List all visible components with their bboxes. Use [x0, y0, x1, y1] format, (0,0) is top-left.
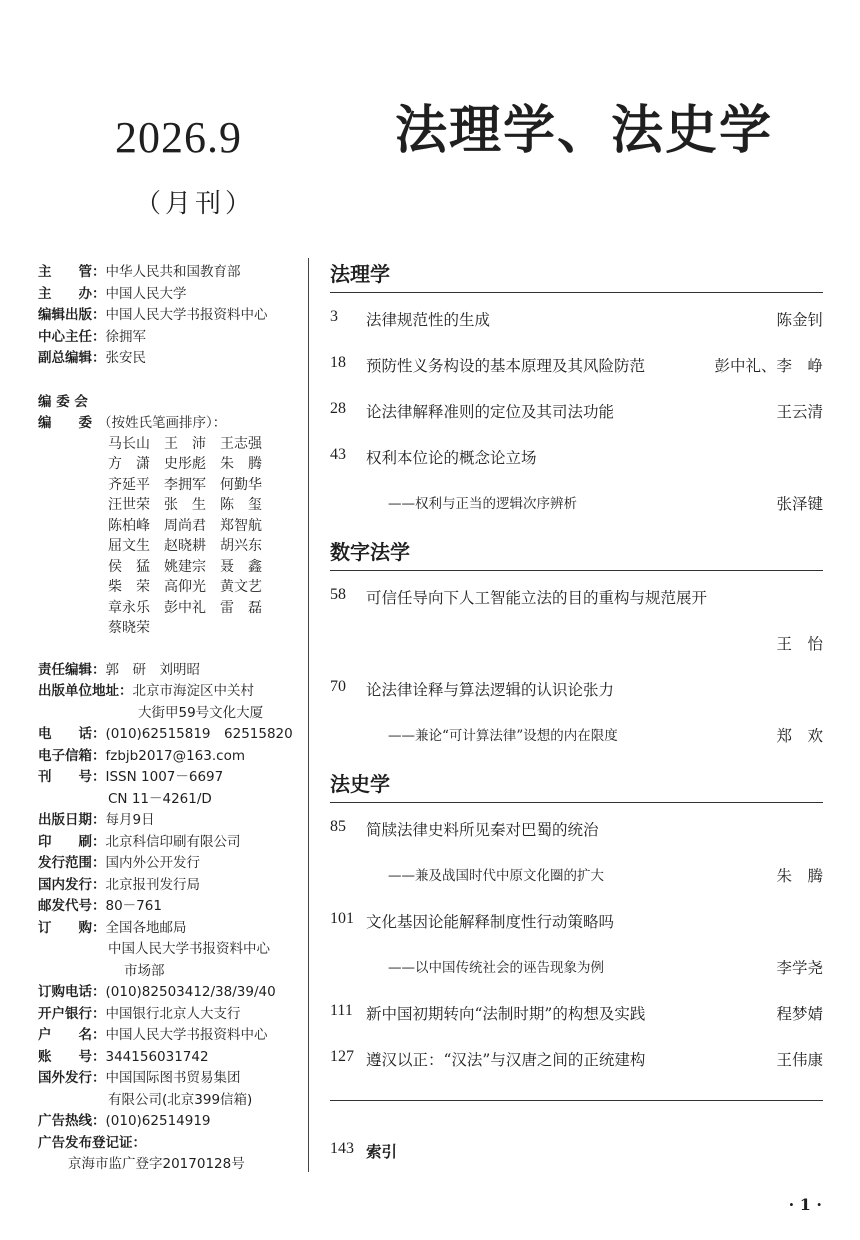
board-member: 聂 鑫 [220, 558, 262, 575]
index-page: 143 [330, 1140, 354, 1157]
masthead-row [38, 808, 155, 828]
masthead-value: 全国各地邮局 [105, 919, 187, 936]
masthead-value-cont: 有限公司(北京399信箱) [108, 1091, 253, 1108]
entry-page: 70 [330, 678, 346, 695]
board-label: 编 委 [38, 415, 92, 431]
board-member: 周尚君 [164, 517, 206, 534]
masthead-label: 出版日期： [38, 812, 106, 828]
masthead-label: 主 办： [38, 285, 106, 302]
entry-subtitle: ——权利与正当的逻辑次序辨析 [388, 496, 577, 512]
entry-title: 新中国初期转向“法制时期”的构想及实践 [366, 1005, 646, 1023]
board-member: 姚建宗 [164, 558, 206, 575]
masthead-label: 开户银行： [38, 1005, 106, 1022]
entry-page: 111 [330, 1002, 353, 1019]
masthead-value: 郭 研 刘明昭 [105, 661, 200, 678]
entry-author: 朱 腾 [776, 867, 823, 885]
board-member: 赵晓耕 [164, 538, 206, 554]
masthead-value: 中国人民大学书报资料中心 [105, 1027, 268, 1043]
toc-entry [330, 818, 823, 840]
section-rule [330, 570, 823, 571]
section-rule [330, 802, 823, 803]
board-member: 王志强 [220, 435, 262, 452]
toc-entry-subtitle-row [330, 492, 823, 514]
index-rule [330, 1100, 823, 1101]
page-number: · 1 · [788, 1195, 822, 1214]
masthead-row [38, 744, 245, 764]
masthead-label: 中心主任： [38, 328, 106, 345]
masthead-row [38, 873, 200, 893]
masthead-row [38, 765, 223, 785]
board-heading: 编 委 会 [38, 393, 88, 410]
masthead-value-cont: CN 11－4261/D [108, 790, 212, 807]
masthead-value: 80－761 [105, 898, 162, 914]
masthead-label: 主 管： [38, 264, 106, 280]
toc-entry [330, 1002, 823, 1024]
entry-page: 43 [330, 446, 346, 463]
masthead-value: 徐拥军 [105, 328, 146, 345]
masthead-row [38, 1023, 268, 1043]
entry-author: 李学尧 [776, 959, 823, 977]
board-member: 屈文生 [108, 538, 150, 554]
board-member: 黄文艺 [220, 579, 262, 595]
masthead-label: 广告发布登记证： [38, 1134, 146, 1151]
board-member: 张 生 [164, 497, 206, 513]
masthead-row [38, 980, 276, 1000]
board-member: 陈 玺 [220, 497, 262, 513]
toc-entry [330, 1048, 823, 1070]
masthead-value: (010)62514919 [105, 1113, 211, 1129]
entry-page: 85 [330, 818, 346, 835]
masthead-value-cont: 中国人民大学书报资料中心 [108, 941, 270, 957]
entry-title: 权利本位论的概念论立场 [366, 449, 537, 467]
journal-title: 法理学、法史学 [395, 100, 774, 161]
masthead-value-cont: 大街甲59号文化大厦 [138, 704, 264, 721]
entry-page: 101 [330, 910, 354, 927]
entry-author: 陈金钊 [776, 311, 823, 329]
section-title: 数字法学 [330, 540, 410, 564]
masthead-value: 每月9日 [105, 812, 155, 828]
masthead-label: 发行范围： [38, 855, 106, 871]
toc-entry [330, 446, 823, 468]
masthead-row [38, 679, 254, 699]
board-member: 史彤彪 [164, 456, 206, 472]
board-member: 柴 荣 [108, 579, 150, 595]
masthead-row [38, 1002, 241, 1022]
toc-entry [330, 400, 823, 422]
entry-title: 论法律诠释与算法逻辑的认识论张力 [366, 681, 615, 699]
board-member: 方 潇 [108, 456, 150, 472]
entry-title: 遵汉以正：“汉法”与汉唐之间的正统建构 [366, 1051, 646, 1069]
board-member: 陈柏峰 [108, 517, 150, 534]
masthead-label: 广告热线： [38, 1113, 106, 1129]
masthead-row [38, 346, 146, 366]
masthead-label: 刊 号： [38, 769, 106, 785]
masthead-value: fzbjb2017@163.com [105, 747, 245, 764]
entry-title: 法律规范性的生成 [366, 311, 491, 329]
masthead-row [38, 1109, 211, 1129]
masthead-value: (010)62515819 62515820 [105, 726, 293, 742]
masthead-value: 344156031742 [105, 1048, 209, 1065]
masthead-row [38, 1045, 209, 1065]
board-member: 何勤华 [220, 476, 262, 493]
masthead-value: 中华人民共和国教育部 [105, 264, 241, 280]
entry-title: 可信任导向下人工智能立法的目的重构与规范展开 [366, 589, 708, 607]
toc-entry [330, 308, 823, 330]
entry-author: 王伟康 [776, 1051, 823, 1069]
board-member: 王 沛 [164, 435, 206, 452]
masthead-value: 北京市海淀区中关村 [132, 683, 254, 699]
masthead-label: 邮发代号： [38, 898, 106, 914]
section-title: 法史学 [330, 772, 390, 796]
masthead-value: ISSN 1007－6697 [105, 769, 224, 785]
entry-title: 论法律解释准则的定位及其司法功能 [366, 403, 615, 421]
toc-entry [330, 354, 823, 376]
masthead-row [38, 1131, 146, 1151]
masthead-row [38, 916, 187, 936]
masthead-row [38, 658, 200, 678]
column-divider [308, 258, 309, 1172]
publication-frequency: （月刊） [135, 189, 256, 219]
board-note: （按姓氏笔画排序）： [98, 415, 227, 431]
masthead-label: 户 名： [38, 1027, 106, 1043]
toc-entry [330, 678, 823, 700]
masthead-label: 副总编辑： [38, 350, 106, 366]
entry-subtitle: ——兼及战国时代中原文化圈的扩大 [388, 868, 604, 884]
masthead-row [38, 282, 187, 302]
issue-number: 2026.9 [115, 113, 242, 162]
masthead-row [38, 325, 146, 345]
entry-page: 3 [330, 308, 338, 325]
masthead-row [38, 722, 293, 742]
board-member: 高仰光 [164, 579, 206, 595]
board-member: 汪世荣 [108, 497, 150, 513]
masthead-value: 中国人民大学 [105, 285, 187, 302]
entry-subtitle: ——兼论“可计算法律”设想的内在限度 [388, 728, 618, 744]
masthead-label: 电子信箱： [38, 747, 106, 764]
masthead-row [38, 830, 241, 850]
masthead-row [38, 851, 200, 871]
toc-entry-subtitle-row [330, 724, 823, 746]
index-title: 索引 [366, 1143, 398, 1161]
entry-author: 王云清 [776, 403, 823, 421]
masthead-row [38, 303, 268, 323]
entry-page: 18 [330, 354, 346, 371]
masthead-value: 国内外公开发行 [105, 855, 200, 871]
board-member: 齐延平 [108, 476, 150, 493]
masthead-row [38, 894, 162, 914]
entry-author: 张泽键 [776, 495, 823, 513]
board-member: 蔡晓荣 [108, 620, 150, 636]
masthead-value: 北京科信印刷有限公司 [105, 833, 241, 850]
entry-author: 王 怡 [776, 635, 823, 653]
toc-entry-author-row [330, 632, 823, 654]
masthead-value: 中国人民大学书报资料中心 [105, 307, 268, 323]
board-member: 郑智航 [220, 517, 262, 534]
masthead-row [38, 260, 241, 280]
entry-subtitle: ——以中国传统社会的诬告现象为例 [388, 960, 604, 976]
masthead-value: 张安民 [105, 350, 146, 366]
masthead-label: 责任编辑： [38, 661, 106, 678]
entry-page: 28 [330, 400, 346, 417]
masthead-label: 国内发行： [38, 876, 106, 893]
masthead-label: 印 刷： [38, 833, 106, 850]
masthead-value-cont: 京海市监广登字20170128号 [68, 1156, 245, 1172]
masthead-label: 编辑出版： [38, 307, 106, 323]
masthead-label: 国外发行： [38, 1070, 106, 1086]
entry-author: 彭中礼、李 峥 [714, 357, 823, 375]
masthead-label: 账 号： [38, 1048, 106, 1065]
entry-title: 文化基因论能解释制度性行动策略吗 [366, 913, 615, 931]
board-member: 彭中礼 [164, 599, 206, 616]
toc-entry [330, 586, 823, 608]
masthead-label: 出版单位地址： [38, 683, 133, 699]
board-member: 侯 猛 [108, 558, 150, 575]
entry-author: 程梦婧 [776, 1005, 823, 1023]
entry-page: 58 [330, 586, 346, 603]
masthead-label: 电 话： [38, 726, 106, 742]
section-title: 法理学 [330, 262, 390, 286]
masthead-value: 中国银行北京人大支行 [105, 1005, 241, 1022]
board-member: 胡兴东 [220, 538, 262, 554]
toc-entry-subtitle-row [330, 864, 823, 886]
toc-entry-subtitle-row [330, 956, 823, 978]
board-member: 马长山 [108, 435, 150, 452]
entry-title: 简牍法律史料所见秦对巴蜀的统治 [366, 821, 599, 839]
entry-page: 127 [330, 1048, 354, 1065]
masthead-label: 订 购： [38, 919, 106, 936]
toc-entry [330, 910, 823, 932]
entry-title: 预防性义务构设的基本原理及其风险防范 [366, 357, 646, 375]
section-rule [330, 292, 823, 293]
board-member: 李拥军 [164, 476, 206, 493]
board-label-row [38, 411, 226, 431]
board-member: 朱 腾 [220, 456, 262, 472]
masthead-value: 中国国际图书贸易集团 [105, 1070, 241, 1086]
board-member: 章永乐 [108, 599, 150, 616]
masthead-label: 订购电话： [38, 984, 106, 1000]
entry-author: 郑 欢 [776, 727, 823, 745]
masthead-row [38, 1066, 241, 1086]
masthead-value: 北京报刊发行局 [105, 876, 200, 893]
masthead-value: (010)82503412/38/39/40 [105, 984, 276, 1000]
masthead-value-cont: 市场部 [124, 962, 165, 979]
board-member: 雷 磊 [220, 599, 262, 616]
